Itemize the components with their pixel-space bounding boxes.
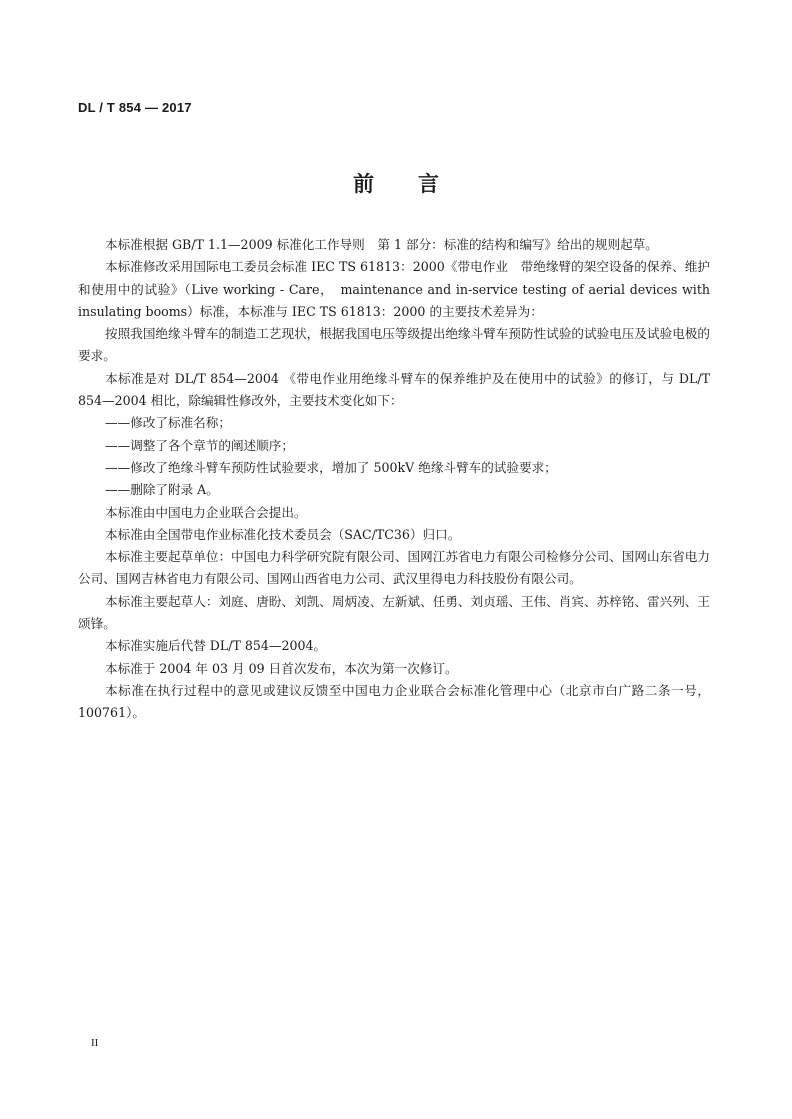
list-item-change-appendix: ——删除了附录 A。 bbox=[105, 482, 219, 498]
paragraph-iec-adoption: 本标准修改采用国际电工委员会标准 IEC TS 61813：2000《带电作业 带绝缘臂的架空设备的保养、维护和使用中的试验》（Live working - Care， maintenance and in-service testing of aerial devices with insulating booms）标准，本标准与 IEC TS 61813：2000 的主要技术差异为： bbox=[78, 259, 710, 319]
page-title: 前言 bbox=[353, 172, 483, 196]
paragraph-revision-note: 本标准是对 DL/T 854—2004 《带电作业用绝缘斗臂车的保养维护及在使用中的试验》的修订，与 DL/T 854—2004 相比，除编辑性修改外，主要技术变化如下： bbox=[78, 370, 710, 409]
paragraph-replaces: 本标准实施后代替 DL/T 854—2004。 bbox=[105, 638, 327, 654]
list-item-change-order: ——调整了各个章节的阐述顺序； bbox=[105, 437, 294, 453]
paragraph-technical-difference: 按照我国绝缘斗臂车的制造工艺现状，根据我国电压等级提出绝缘斗臂车预防性试验的试验电压及试验电极的要求。 bbox=[78, 326, 710, 364]
paragraph-feedback: 本标准在执行过程中的意见或建议反馈至中国电力企业联合会标准化管理中心（北京市白广路二条一号，100761）。 bbox=[78, 682, 710, 721]
page-number: II bbox=[91, 1037, 99, 1049]
foreword-body bbox=[78, 234, 710, 725]
paragraph-drafters: 本标准主要起草人：刘庭、唐盼、刘凯、周炳凌、左新斌、任勇、刘贞瑶、王伟、肖宾、苏梓铭、雷兴列、王颂锋。 bbox=[78, 593, 710, 632]
paragraph-drafting-rules: 本标准根据 GB/T 1.1—2009 标准化工作导则 第 1 部分：标准的结构和编写》给出的规则起草。 bbox=[105, 237, 658, 252]
paragraph-publication-history: 本标准于 2004 年 03 月 09 日首次发布，本次为第一次修订。 bbox=[105, 660, 458, 676]
paragraph-drafting-units: 本标准主要起草单位：中国电力科学研究院有限公司、国网江苏省电力有限公司检修分公司、国网山东省电力公司、国网吉林省电力有限公司、国网山西省电力公司、武汉里得电力科技股份有限公司。 bbox=[78, 549, 710, 587]
list-item-change-test: ——修改了绝缘斗臂车预防性试验要求，增加了 500kV 绝缘斗臂车的试验要求； bbox=[105, 459, 557, 475]
paragraph-centralized-by: 本标准由全国带电作业标准化技术委员会（SAC/TC36）归口。 bbox=[105, 526, 461, 542]
paragraph-proposed-by: 本标准由中国电力企业联合会提出。 bbox=[105, 504, 307, 520]
list-item-change-name: ——修改了标准名称； bbox=[105, 415, 231, 431]
standard-code-header: DL / T 854 — 2017 bbox=[78, 100, 192, 115]
